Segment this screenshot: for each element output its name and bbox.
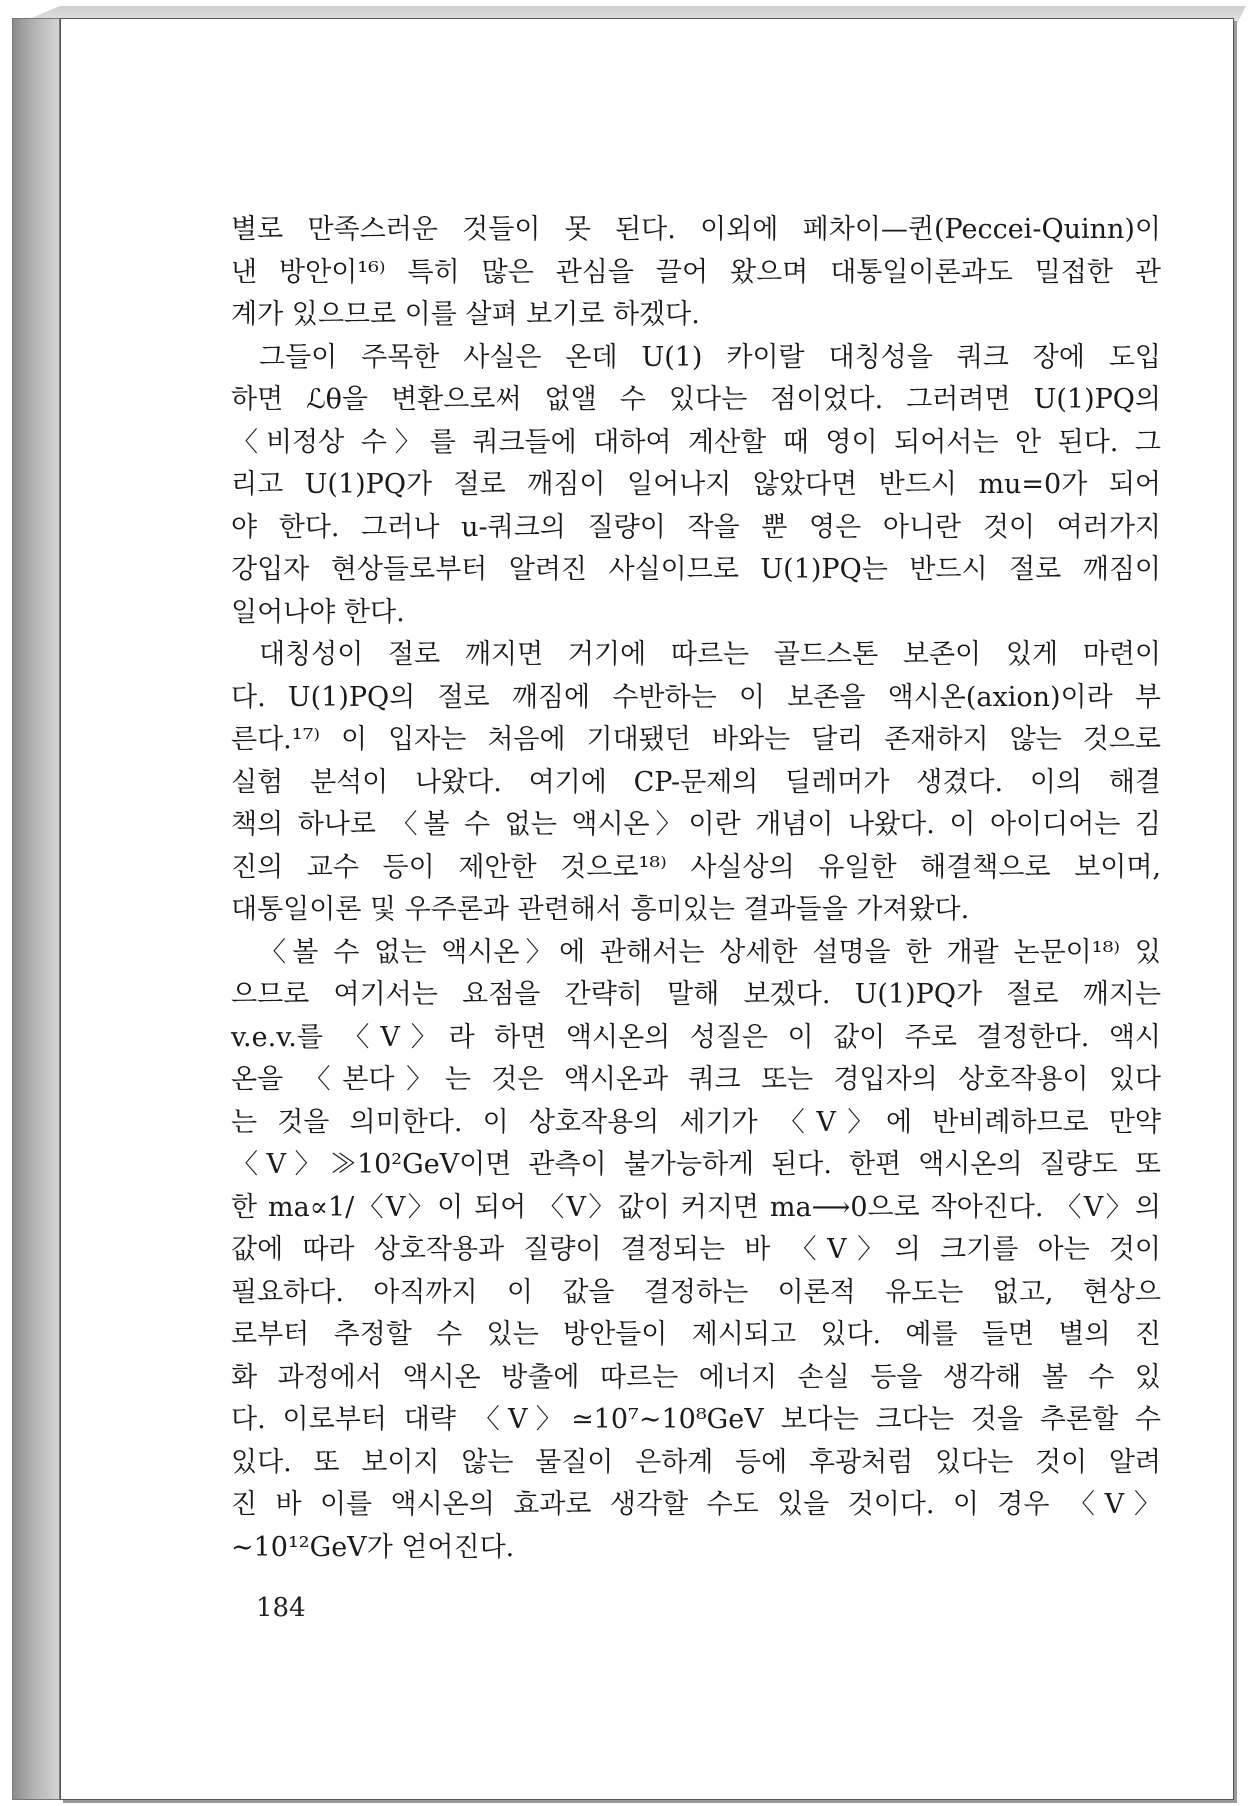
text-line: 책의 하나로 〈볼 수 없는 액시온〉이란 개념이 나왔다. 이 아이디어는 김 xyxy=(231,809,1161,840)
page-number: 184 xyxy=(256,1593,306,1623)
text-line: 진 바 이를 액시온의 효과로 생각할 수도 있을 것이다. 이 경우 〈V〉 xyxy=(231,1489,1161,1520)
text-line: 하면 ℒθ을 변환으로써 없앨 수 있다는 점이었다. 그러려면 U(1)PQ의 xyxy=(231,384,1161,415)
text-line: v.e.v.를 〈V〉라 하면 액시온의 성질은 이 값이 주로 결정한다. 액시 xyxy=(231,1021,1161,1053)
text-line: 〈볼 수 없는 액시온〉에 관해서는 상세한 설명을 한 개괄 논문이¹⁸⁾ 있 xyxy=(259,936,1161,968)
text-line: 있다. 또 보이지 않는 물질이 은하계 등에 후광처럼 있다는 것이 알려 xyxy=(231,1446,1161,1478)
text-line: 야 한다. 그러나 u-쿼크의 질량이 작을 뿐 영은 아니란 것이 여러가지 xyxy=(231,511,1161,543)
text-line: 온을 〈본다〉는 것은 액시온과 쿼크 또는 경입자의 상호작용이 있다 xyxy=(231,1064,1161,1095)
text-line: 화 과정에서 액시온 방출에 따르는 에너지 손실 등을 생각해 볼 수 있 xyxy=(231,1361,1161,1393)
text-line: 강입자 현상들로부터 알려진 사실이므로 U(1)PQ는 반드시 절로 깨짐이 xyxy=(231,554,1161,585)
text-line: 그들이 주목한 사실은 온데 U(1) 카이랄 대칭성을 쿼크 장에 도입 xyxy=(259,341,1161,373)
text-line: 른다.¹⁷⁾ 이 입자는 처음에 기대됐던 바와는 달리 존재하지 않는 것으로 xyxy=(231,724,1161,755)
text-line: 별로 만족스러운 것들이 못 된다. 이외에 페차이—퀸(Peccei-Quinn)이 xyxy=(231,214,1161,245)
text-line: 다. U(1)PQ의 절로 깨짐에 수반하는 이 보존을 액시온(axion)이라 부 xyxy=(231,681,1161,713)
text-line: 한 ma∝1/〈V〉이 되어 〈V〉값이 커지면 ma⟶0으로 작아진다. 〈V〉의 xyxy=(231,1191,1161,1223)
text-line: 로부터 추정할 수 있는 방안들이 제시되고 있다. 예를 들면 별의 진 xyxy=(231,1319,1161,1350)
body-text xyxy=(231,209,1161,1569)
text-line: 필요하다. 아직까지 이 값을 결정하는 이론적 유도는 없고, 현상으 xyxy=(231,1276,1161,1308)
text-line: 일어나야 한다. xyxy=(231,596,405,628)
text-line: 는 것을 의미한다. 이 상호작용의 세기가 〈V〉에 반비례하므로 만약 xyxy=(231,1106,1161,1138)
text-line: 대칭성이 절로 깨지면 거기에 따르는 골드스톤 보존이 있게 마련이 xyxy=(259,639,1161,670)
text-line: 실험 분석이 나왔다. 여기에 CP-문제의 딜레머가 생겼다. 이의 해결 xyxy=(231,766,1161,798)
book xyxy=(12,6,1246,1800)
text-line: 계가 있으므로 이를 살펴 보기로 하겠다. xyxy=(231,299,700,330)
text-line: 으므로 여기서는 요점을 간략히 말해 보겠다. U(1)PQ가 절로 깨지는 xyxy=(231,979,1161,1010)
text-line: 진의 교수 등이 제안한 것으로¹⁸⁾ 사실상의 유일한 해결책으로 보이며, xyxy=(231,851,1161,883)
text-line: 리고 U(1)PQ가 절로 깨짐이 일어나지 않았다면 반드시 mu=0가 되어 xyxy=(231,469,1161,500)
book-spine xyxy=(12,18,60,1800)
text-line: 〈비정상 수〉를 쿼크들에 대하여 계산할 때 영이 되어서는 안 된다. 그 xyxy=(231,426,1161,458)
text-line: 대통일이론 및 우주론과 관련해서 흥미있는 결과들을 가져왔다. xyxy=(231,894,970,925)
text-line: 다. 이로부터 대략 〈V〉≃10⁷∼10⁸GeV 보다는 크다는 것을 추론할 수 xyxy=(231,1404,1161,1435)
book-page xyxy=(60,18,1234,1800)
text-line: 값에 따라 상호작용과 질량이 결정되는 바 〈V〉의 크기를 아는 것이 xyxy=(231,1234,1161,1265)
text-line: ∼10¹²GeV가 얻어진다. xyxy=(231,1531,515,1563)
text-line: 낸 방안이¹⁶⁾ 특히 많은 관심을 끌어 왔으며 대통일이론과도 밀접한 관 xyxy=(231,256,1161,288)
text-line: 〈V〉≫10²GeV이면 관측이 불가능하게 된다. 한편 액시온의 질량도 또 xyxy=(231,1149,1161,1180)
